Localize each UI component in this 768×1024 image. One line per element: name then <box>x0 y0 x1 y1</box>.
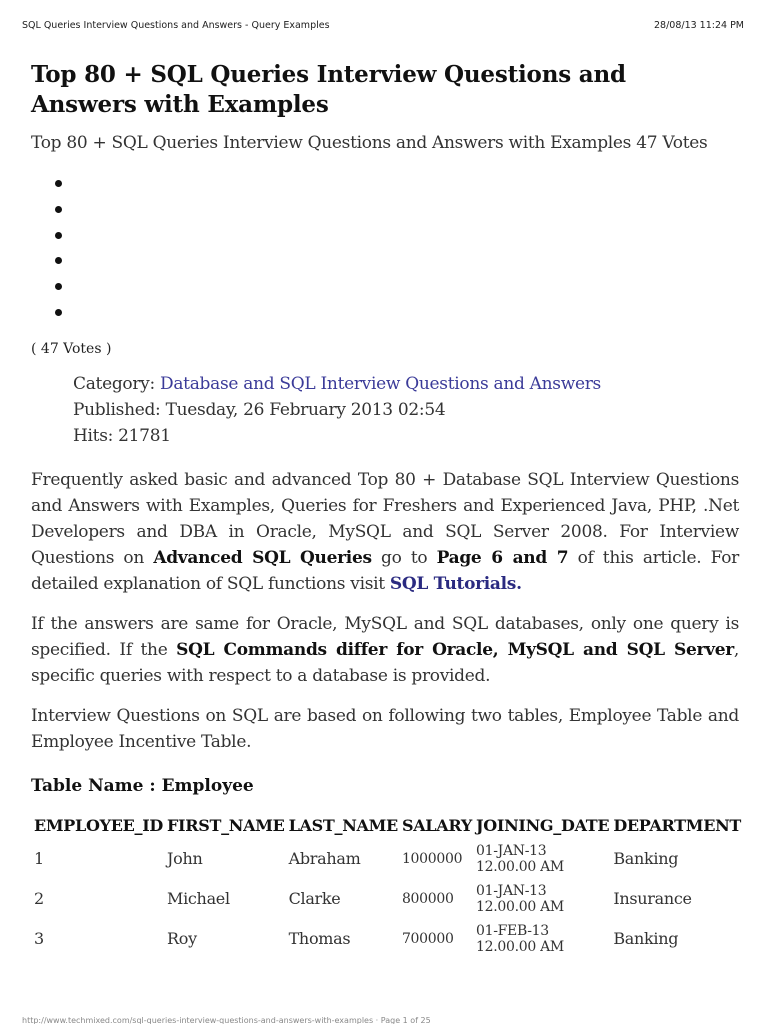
table-cell: 2 <box>34 889 44 909</box>
print-header-title: SQL Queries Interview Questions and Answers - Query Examples <box>22 20 330 31</box>
text-run: , specific queries with respect to a database is provided. <box>31 639 739 686</box>
published-date: Published: Tuesday, 26 February 2013 02:54 <box>73 399 446 420</box>
rating-item[interactable] <box>55 200 739 226</box>
rating-item[interactable] <box>55 226 739 252</box>
table-cell: 01-JAN-13 12.00.00 AM <box>476 882 564 915</box>
bullet-icon <box>55 232 62 239</box>
table-row <box>34 879 745 919</box>
rating-item[interactable] <box>55 174 739 200</box>
rating-item[interactable] <box>55 251 739 277</box>
bullet-icon <box>55 257 62 264</box>
bullet-icon <box>55 283 62 290</box>
text-run: Frequently asked basic and advanced Top 80 + Database SQL Interview Questions and Answers with Examples, Queries for Freshers and Experienced Java, PHP, .Net Developers and DBA in Oracle, MySQL and SQL Server 2008. For Interview Questions on <box>31 469 739 568</box>
table-cell: 01-FEB-13 12.00.00 AM <box>476 922 564 955</box>
page-title: Top 80 + SQL Queries Interview Questions and Answers with Examples <box>31 61 626 118</box>
rating-list <box>55 174 739 329</box>
table-cell: Michael <box>167 889 230 909</box>
table-cell: Banking <box>613 929 679 949</box>
print-header-datetime: 28/08/13 11:24 PM <box>653 20 744 31</box>
table-cell: 700000 <box>401 930 454 947</box>
bullet-icon <box>55 206 62 213</box>
article <box>31 60 742 959</box>
table-cell: 3 <box>34 929 44 949</box>
bullet-icon <box>55 309 62 316</box>
table-cell: 01-JAN-13 12.00.00 AM <box>476 842 564 875</box>
column-header: LAST_NAME <box>288 816 398 836</box>
category-link[interactable]: Database and SQL Interview Questions and Answers <box>160 373 601 394</box>
column-header: FIRST_NAME <box>167 816 285 836</box>
intro-paragraph <box>31 467 739 597</box>
bold-text: SQL Commands differ for Oracle, MySQL and SQL Server <box>176 639 734 660</box>
article-subtitle: Top 80 + SQL Queries Interview Questions and Answers with Examples 47 Votes <box>31 133 708 153</box>
table-cell: Roy <box>167 929 197 949</box>
table-cell: 800000 <box>401 890 454 907</box>
table-cell: Clarke <box>288 889 341 909</box>
sql-tutorials-link[interactable]: SQL Tutorials. <box>389 573 522 594</box>
database-note-paragraph <box>31 611 739 689</box>
hits-count: Hits: 21781 <box>73 425 171 446</box>
bold-text: Advanced SQL Queries <box>153 547 372 568</box>
column-header: EMPLOYEE_ID <box>34 816 163 836</box>
tables-intro-paragraph: Interview Questions on SQL are based on following two tables, Employee Table and Employee Incentive Table. <box>31 705 739 752</box>
text-run: If the answers are same for Oracle, MySQL and SQL databases, only one query is specified. If the <box>31 613 739 660</box>
employee-table <box>34 813 745 959</box>
table-header-row <box>34 813 745 839</box>
rating-item[interactable] <box>55 277 739 303</box>
text-run: of this article. For detailed explanation of SQL functions visit <box>31 547 739 594</box>
print-footer-url: http://www.techmixed.com/sql-queries-interview-questions-and-answers-with-examples · Page 1 of 25 <box>22 1016 431 1024</box>
table-row <box>34 919 745 959</box>
bold-text: Page 6 and 7 <box>436 547 569 568</box>
table-cell: Abraham <box>288 849 361 869</box>
bullet-icon <box>55 180 62 187</box>
text-run: go to <box>371 547 437 568</box>
table-cell: Insurance <box>613 889 692 909</box>
rating-item[interactable] <box>55 303 739 329</box>
category-label: Category: <box>73 373 161 394</box>
table-cell: John <box>167 849 203 869</box>
vote-count: ( 47 Votes ) <box>31 340 112 357</box>
table-heading: Table Name : Employee <box>31 775 254 796</box>
category-line <box>73 371 739 397</box>
column-header: DEPARTMENT <box>613 816 742 836</box>
table-row <box>34 839 745 879</box>
print-header <box>22 20 744 34</box>
table-cell: Banking <box>613 849 679 869</box>
table-cell: 1 <box>34 849 44 869</box>
column-header: JOINING_DATE <box>476 816 610 836</box>
article-meta <box>73 371 739 449</box>
table-cell: 1000000 <box>401 850 463 867</box>
column-header: SALARY <box>401 816 472 836</box>
table-cell: Thomas <box>288 929 351 949</box>
